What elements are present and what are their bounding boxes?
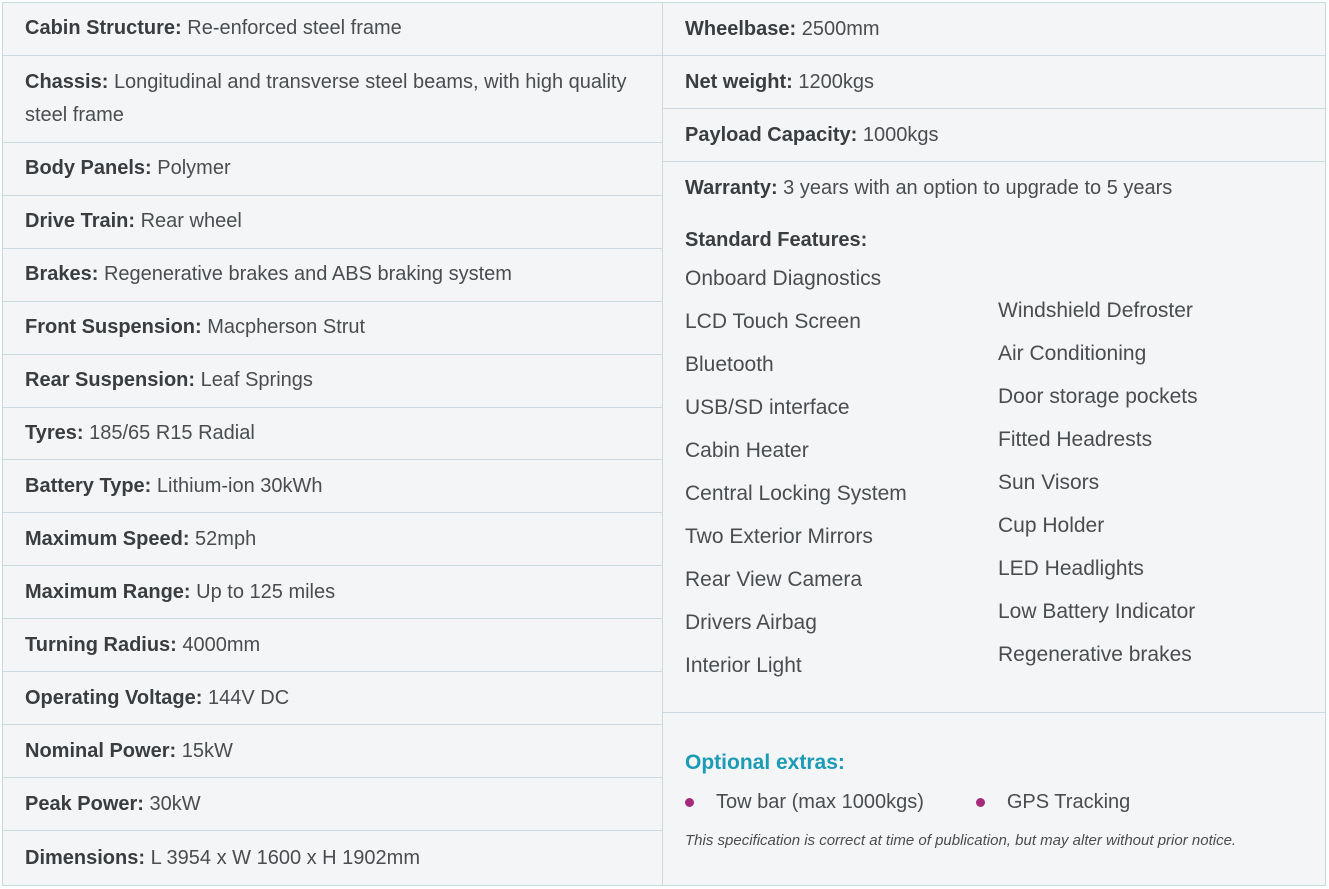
feature-item: Onboard Diagnostics xyxy=(685,267,882,290)
feature-item: Cabin Heater xyxy=(685,439,809,462)
spec-value: Longitudinal and transverse steel beams, with high quality steel frame xyxy=(25,70,627,126)
standard-features-section xyxy=(663,215,1325,713)
spec-label: Battery Type: xyxy=(25,474,152,497)
spec-text xyxy=(685,119,938,152)
feature-item: Bluetooth xyxy=(685,353,774,376)
spec-value: 144V DC xyxy=(207,686,290,709)
spec-label: Maximum Speed: xyxy=(25,527,190,550)
spec-sheet xyxy=(2,2,1326,886)
spec-value: 3 years with an option to upgrade to 5 years xyxy=(783,177,1173,199)
spec-label: Warranty: xyxy=(685,177,778,199)
feature-item: Interior Light xyxy=(685,654,802,677)
spec-label: Tyres: xyxy=(25,422,84,444)
feature-item: Fitted Headrests xyxy=(998,428,1153,451)
spec-text xyxy=(25,12,402,45)
spec-text xyxy=(685,13,880,46)
spec-row xyxy=(3,619,662,672)
spec-label: Net weight: xyxy=(685,70,793,93)
spec-value: 1000kgs xyxy=(862,123,939,146)
feature-item: Low Battery Indicator xyxy=(998,600,1196,623)
spec-value: Macpherson Strut xyxy=(207,316,366,339)
feature-item: Sun Visors xyxy=(998,471,1100,494)
spec-text xyxy=(25,470,323,503)
optional-extra-label: Tow bar (max 1000kgs) xyxy=(716,791,924,813)
feature-item: Rear View Camera xyxy=(685,568,863,591)
spec-row xyxy=(3,725,662,778)
spec-text xyxy=(25,258,512,291)
spec-text xyxy=(25,417,255,450)
spec-text xyxy=(25,364,313,397)
spec-label: Turning Radius: xyxy=(25,633,177,656)
spec-value: 30kW xyxy=(149,792,201,815)
spec-row xyxy=(3,566,662,619)
right-spec-rows xyxy=(663,3,1325,215)
spec-text xyxy=(25,66,640,132)
optional-extra-item xyxy=(976,791,1130,814)
feature-item: Drivers Airbag xyxy=(685,611,817,634)
disclaimer-note: This specification is correct at time of publication, but may alter without prior notice. xyxy=(685,832,1237,849)
feature-item: LCD Touch Screen xyxy=(685,310,861,333)
spec-value: Re-enforced steel frame xyxy=(187,17,402,40)
spec-text xyxy=(25,629,260,662)
spec-row xyxy=(3,408,662,461)
feature-item: Cup Holder xyxy=(998,514,1105,537)
spec-value: 4000mm xyxy=(182,633,261,656)
spec-label: Dimensions: xyxy=(25,846,146,869)
spec-label: Body Panels: xyxy=(25,157,152,180)
spec-label: Payload Capacity: xyxy=(685,123,858,146)
spec-row xyxy=(3,778,662,831)
spec-row xyxy=(3,56,662,143)
spec-text xyxy=(25,788,201,821)
spec-row xyxy=(3,3,662,56)
spec-row xyxy=(663,3,1325,56)
spec-text xyxy=(25,311,365,344)
optional-extras-list xyxy=(685,791,1303,814)
spec-label: Maximum Range: xyxy=(25,580,191,603)
spec-value: Rear wheel xyxy=(140,210,242,233)
standard-features-title: Standard Features: xyxy=(685,229,868,251)
left-spec-column xyxy=(3,3,663,885)
spec-label: Brakes: xyxy=(25,263,99,286)
spec-row xyxy=(3,513,662,566)
spec-value: Leaf Springs xyxy=(200,369,313,392)
spec-row xyxy=(663,109,1325,162)
spec-text xyxy=(25,523,256,556)
spec-value: Lithium-ion 30kWh xyxy=(156,474,323,497)
bullet-dot-icon xyxy=(685,798,694,807)
feature-item: USB/SD interface xyxy=(685,396,850,419)
spec-text xyxy=(685,66,874,99)
spec-text xyxy=(685,172,1172,205)
optional-extra-item xyxy=(685,791,924,814)
optional-extra-label: GPS Tracking xyxy=(1006,791,1131,813)
spec-text xyxy=(25,152,231,185)
spec-row xyxy=(3,672,662,725)
right-spec-column xyxy=(663,3,1325,885)
spec-label: Nominal Power: xyxy=(25,739,177,762)
optional-extras-section xyxy=(663,713,1325,885)
spec-value: L 3954 x W 1600 x H 1902mm xyxy=(150,846,420,869)
spec-label: Peak Power: xyxy=(25,792,144,815)
feature-item: LED Headlights xyxy=(998,557,1144,580)
feature-item: Air Conditioning xyxy=(998,342,1147,365)
spec-label: Front Suspension: xyxy=(25,316,202,339)
spec-row xyxy=(3,143,662,196)
spec-row xyxy=(3,831,662,885)
spec-text xyxy=(25,735,233,768)
feature-item: Central Locking System xyxy=(685,482,907,505)
spec-text xyxy=(25,842,420,875)
spec-value: 15kW xyxy=(181,739,233,762)
spec-text xyxy=(25,576,335,609)
spec-value: 185/65 R15 Radial xyxy=(89,422,255,444)
spec-value: Regenerative brakes and ABS braking system xyxy=(103,263,512,286)
spec-row xyxy=(3,355,662,408)
spec-value: 1200kgs xyxy=(798,70,874,93)
features-column-1 xyxy=(685,257,998,687)
spec-value: Up to 125 miles xyxy=(196,580,336,603)
bullet-dot-icon xyxy=(976,798,985,807)
spec-row xyxy=(663,56,1325,109)
spec-label: Operating Voltage: xyxy=(25,686,203,709)
spec-label: Cabin Structure: xyxy=(25,17,182,40)
spec-row xyxy=(3,249,662,302)
feature-item: Two Exterior Mirrors xyxy=(685,525,873,548)
spec-text xyxy=(25,682,289,715)
spec-text xyxy=(25,205,242,238)
spec-value: 2500mm xyxy=(801,17,880,40)
feature-item: Regenerative brakes xyxy=(998,643,1192,666)
feature-item: Windshield Defroster xyxy=(998,299,1193,322)
optional-extras-title: Optional extras: xyxy=(685,751,845,774)
spec-row xyxy=(3,196,662,249)
spec-row xyxy=(3,302,662,355)
features-column-2 xyxy=(998,257,1198,687)
spec-row xyxy=(663,162,1325,215)
spec-row xyxy=(3,460,662,513)
spec-label: Chassis: xyxy=(25,70,109,93)
standard-features-columns xyxy=(685,257,1303,687)
spec-label: Wheelbase: xyxy=(685,17,797,40)
spec-value: Polymer xyxy=(157,157,231,180)
spec-value: 52mph xyxy=(195,527,257,550)
spec-label: Drive Train: xyxy=(25,210,136,233)
spec-label: Rear Suspension: xyxy=(25,369,196,392)
feature-item: Door storage pockets xyxy=(998,385,1198,408)
